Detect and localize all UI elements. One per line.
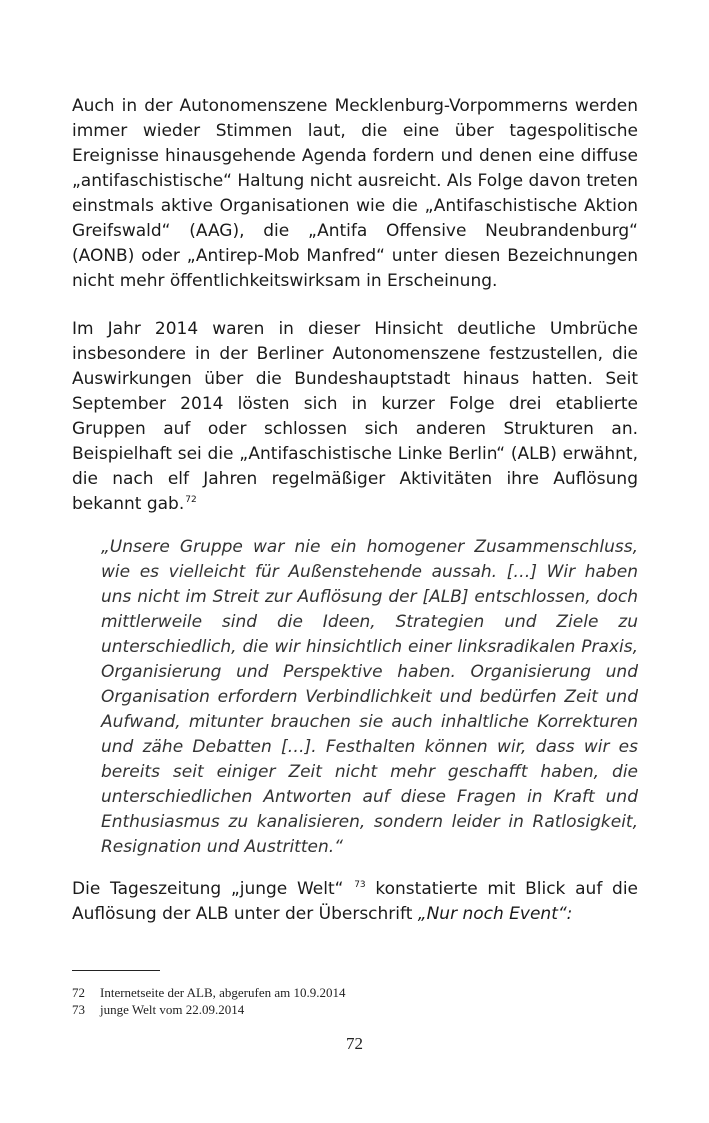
paragraph-autonomenszene-mv: Auch in der Autonomenszene Mecklenburg-Vorpommerns werden immer wieder Stimmen laut, die eine über tagespolitische Ereignisse hinausgehende Agenda fordern und denen eine diffuse „antifaschistische“ Haltung nicht ausreicht. Als Folge davon treten einstmals aktive Organisationen wie die „Antifaschistische Aktion Greifswald“ (AAG), die „Antifa Offensive Neubrandenburg“ (AONB) oder „Antirep-Mob Manfred“ unter diesen Bezeichnungen nicht mehr öffentlichkeitswirksam in Erscheinung.: [72, 96, 638, 291]
page-body: [72, 94, 638, 927]
footnote-number: 72: [72, 985, 85, 1000]
footnote-text: Internetseite der ALB, abgerufen am 10.9.2014: [100, 985, 346, 1000]
paragraph-junge-welt: [72, 877, 638, 927]
paragraph-junge-welt-middle: konstatierte mit Blick auf die Auflösung der ALB unter der Überschrift: [72, 879, 639, 924]
page-number: 72: [346, 1034, 363, 1053]
headline-nur-noch-event: „Nur noch Event“:: [417, 904, 573, 924]
block-quote-alb: „Unsere Gruppe war nie ein homogener Zusammenschluss, wie es vielleicht für Außenstehende aussah. […] Wir haben uns nicht im Streit zur Auflösung der [ALB] entschlossen, doch mittlerweile sind die Ideen, Strategien und Ziele zu unterschiedlich, die wir hinsichtlich einer linksradikalen Praxis, Organisierung und Perspektive haben. Organisierung und Organisation erfordern Verbindlichkeit und bedürfen Zeit und Aufwand, mitunter brauchen sie auch inhaltliche Korrekturen und zähe Debatten […]. Festhalten können wir, dass wir es bereits seit einiger Zeit nicht mehr geschafft haben, die unterschiedlichen Antworten auf diese Fragen in Kraft und Enthusiasmus zu kanalisieren, sondern leider in Ratlosigkeit, Resignation und Austritten.“: [101, 537, 638, 857]
footnote-number: 73: [72, 1002, 85, 1017]
footnotes: [72, 984, 638, 1018]
paragraph-berlin-2014-text: Im Jahr 2014 waren in dieser Hinsicht deutliche Umbrüche insbesondere in der Berliner Autonomenszene festzustellen, die Auswirkungen über die Bundeshauptstadt hinaus hatten. Seit September 2014 lösten sich in kurzer Folge drei etablierte Gruppen auf oder schlossen sich anderen Strukturen an. Beispielhaft sei die „Antifaschistische Linke Berlin“ (ALB) erwähnt, die nach elf Jahren regelmäßiger Aktivitäten ihre Auflösung bekannt gab.: [72, 319, 638, 514]
footnote-ref-72[interactable]: 72: [185, 495, 197, 506]
footnote-72: [72, 984, 638, 1001]
footnote-73: [72, 1001, 638, 1018]
paragraph-junge-welt-start: Die Tageszeitung „junge Welt“: [72, 879, 344, 899]
footnote-ref-73[interactable]: 73: [354, 880, 366, 891]
footnote-divider: [72, 970, 160, 971]
footnote-text: junge Welt vom 22.09.2014: [100, 1002, 245, 1017]
paragraph-berlin-2014: [72, 317, 638, 517]
